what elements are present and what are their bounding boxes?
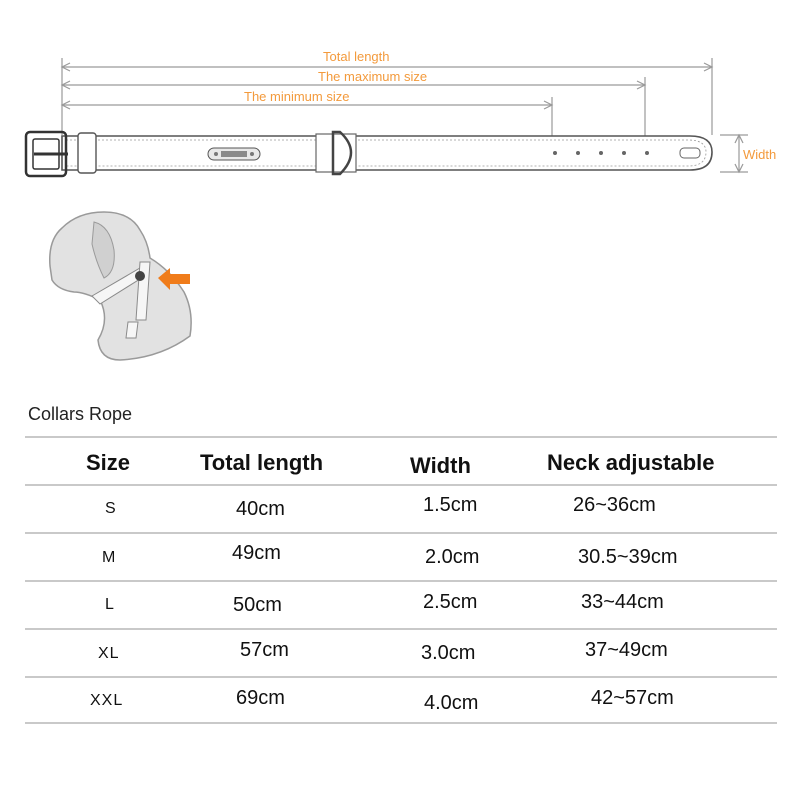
width-label: Width [743,147,777,162]
table-divider [25,722,777,724]
size-table [25,436,777,724]
header-neck-adjustable: Neck adjustable [547,450,715,475]
row-xxl-size: XXL [90,692,124,709]
table-divider [25,628,777,630]
table-divider [25,580,777,582]
row-xxl-neck: 42~57cm [591,687,674,709]
total-length-label: Total length [323,49,390,64]
row-xxl-length: 69cm [236,687,285,709]
min-size-label: The minimum size [244,89,350,104]
max-size-label: The maximum size [318,69,428,84]
row-m-length: 49cm [232,542,281,564]
row-s-size: S [105,500,117,517]
header-width: Width [410,453,471,478]
row-s-length: 40cm [236,498,285,520]
row-xl-neck: 37~49cm [585,639,668,661]
row-m-neck: 30.5~39cm [578,546,678,568]
row-l-neck: 33~44cm [581,591,664,613]
row-s-width: 1.5cm [423,494,478,516]
row-l-size: L [105,596,115,613]
table-divider [25,676,777,678]
row-m-width: 2.0cm [425,546,480,568]
collar-icon [62,133,712,173]
table-divider [25,532,777,534]
row-xl-size: XL [98,645,120,662]
collar-diagram [0,0,800,380]
row-s-neck: 26~36cm [573,494,656,516]
row-xl-length: 57cm [240,639,289,661]
row-l-length: 50cm [233,594,282,616]
row-l-width: 2.5cm [423,591,478,613]
table-title: Collars Rope [28,404,133,424]
row-m-size: M [102,549,117,566]
table-divider [25,436,777,438]
header-size: Size [86,450,131,475]
table-divider [25,484,777,486]
row-xl-width: 3.0cm [421,642,476,664]
row-xxl-width: 4.0cm [424,692,479,714]
header-total-length: Total length [200,450,324,475]
